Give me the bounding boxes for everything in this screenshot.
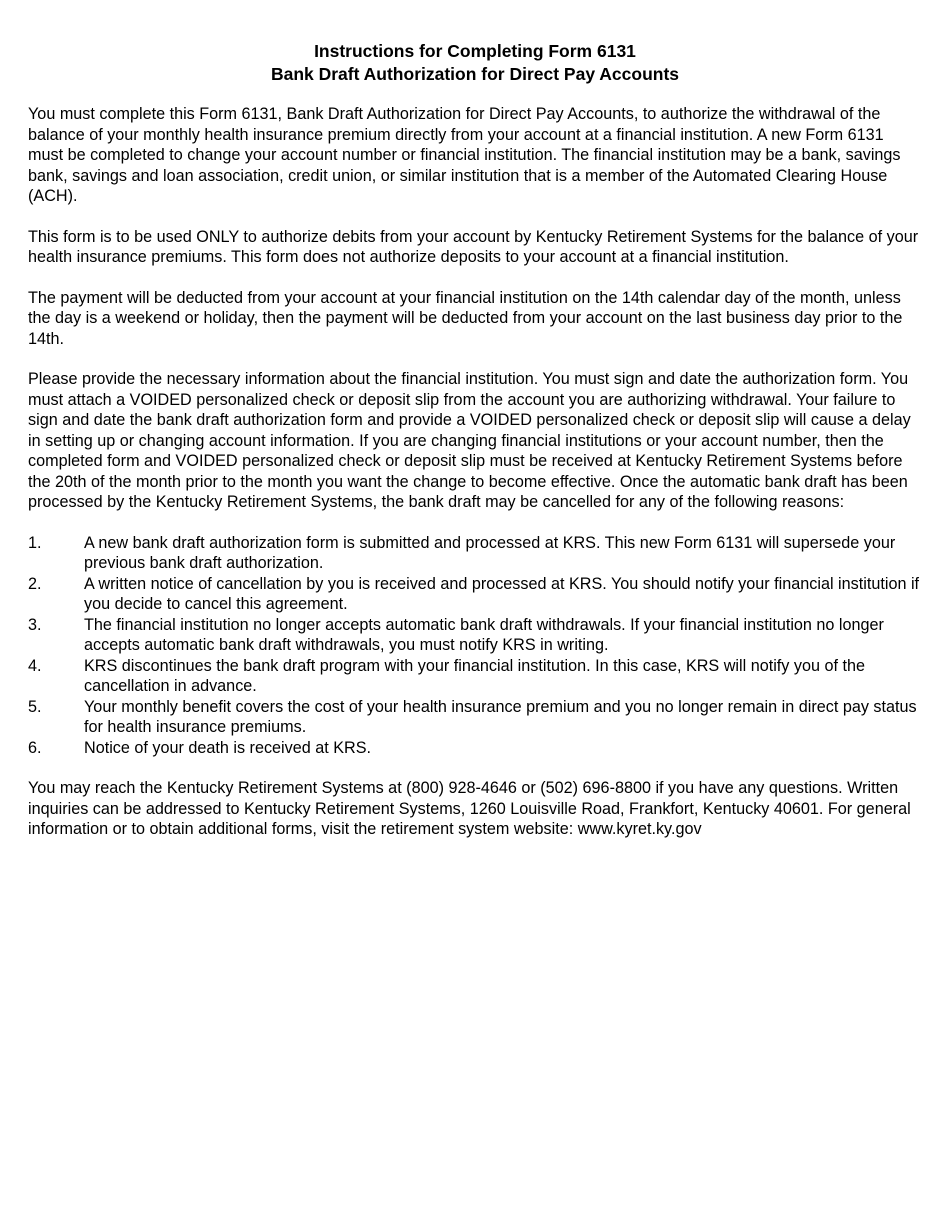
list-item (28, 574, 922, 615)
list-item-text: Notice of your death is received at KRS. (84, 738, 372, 757)
list-item-text: A written notice of cancellation by you is received and processed at KRS. You should notify your financial institution if you decide to cancel this agreement. (84, 574, 920, 613)
list-item (28, 533, 922, 574)
cancellation-reasons-list (28, 533, 922, 759)
title-line-2: Bank Draft Authorization for Direct Pay Accounts (270, 64, 680, 84)
usage-paragraph: This form is to be used ONLY to authorize debits from your account by Kentucky Retirement Systems for the balance of your health insurance premiums. This form does not authorize deposits to your account at a financial institution. (28, 227, 919, 266)
list-item-text: KRS discontinues the bank draft program with your financial institution. In this case, KRS will notify you of the cancellation in advance. (84, 656, 865, 695)
title-line-1: Instructions for Completing Form 6131 (314, 41, 636, 61)
list-item-number: 3. (28, 615, 42, 634)
list-item-number: 5. (28, 697, 42, 716)
intro-paragraph: You must complete this Form 6131, Bank Draft Authorization for Direct Pay Accounts, to authorize the withdrawal of the balance of your monthly health insurance premium directly from your account at a financial institution. A new Form 6131 must be completed to change your account number or financial institution. The financial institution may be a bank, savings bank, savings and loan association, credit union, or similar institution that is a member of the Automated Clearing House (ACH). (28, 105, 901, 205)
list-item (28, 615, 922, 656)
page-title (28, 40, 922, 86)
list-item-text: Your monthly benefit covers the cost of your health insurance premium and you no longer remain in direct pay status for health insurance premiums. (84, 697, 917, 736)
requirements-paragraph: Please provide the necessary information about the financial institution. You must sign and date the authorization form. You must attach a VOIDED personalized check or deposit slip from the account you are authorizing withdrawal. Your failure to sign and date the bank draft authorization form and provide a VOIDED personalized check or deposit slip will cause a delay in setting up or changing account information. If you are changing financial institutions or your account number, then the completed form and VOIDED personalized check or deposit slip must be received at Kentucky Retirement Systems before the 20th of the month prior to the month you want the change to become effective. Once the automatic bank draft has been processed by the Kentucky Retirement Systems, the bank draft may be cancelled for any of the following reasons: (28, 370, 911, 511)
list-item-number: 2. (28, 574, 42, 593)
list-item (28, 697, 922, 738)
list-item (28, 656, 922, 697)
list-item-number: 1. (28, 533, 42, 552)
list-item-number: 4. (28, 656, 42, 675)
list-item-text: The financial institution no longer accepts automatic bank draft withdrawals. If your financial institution no longer accepts automatic bank draft withdrawals, you must notify KRS in writing. (84, 615, 884, 654)
list-item (28, 738, 922, 759)
contact-paragraph: You may reach the Kentucky Retirement Systems at (800) 928-4646 or (502) 696-8800 if you have any questions. Written inquiries can be addressed to Kentucky Retirement Systems, 1260 Louisville Road, Frankfort, Kentucky 40601. For general information or to obtain additional forms, visit the retirement system website: www.kyret.ky.gov (28, 779, 911, 838)
payment-date-paragraph: The payment will be deducted from your account at your financial institution on the 14th calendar day of the month, unless the day is a weekend or holiday, then the payment will be deducted from your account on the last business day prior to the 14th. (28, 288, 903, 348)
list-item-number: 6. (28, 738, 42, 757)
list-item-text: A new bank draft authorization form is submitted and processed at KRS. This new Form 6131 will supersede your previous bank draft authorization. (84, 533, 896, 572)
